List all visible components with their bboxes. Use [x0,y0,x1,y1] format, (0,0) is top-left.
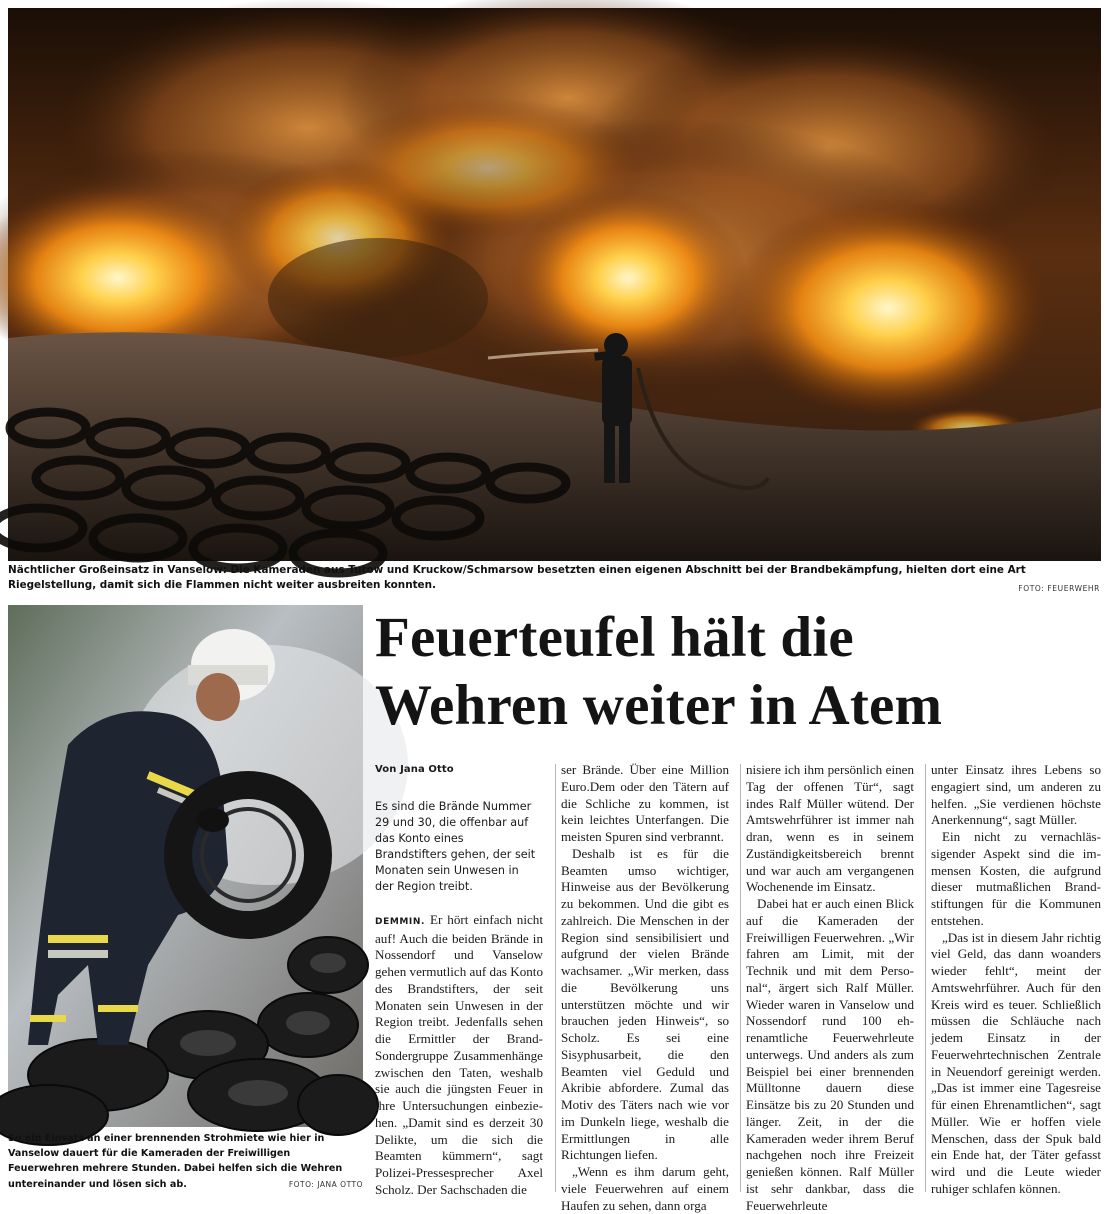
dateline: DEMMIN. [375,916,426,927]
body-paragraph [375,912,543,1199]
article-column-3 [746,762,914,1214]
fire-photo [8,8,1101,561]
article-lead: Es sind die Brände Nummer 29 und 30, die offenbar auf das Konto eines Brandstifters gehen, der seit Monaten sein Unwesen in der Region treibt. [375,799,536,893]
night-fire-scene-image [8,8,1101,561]
body-paragraph: „Wenn es ihm darum geht, viele Feuerwehren auf einem Haufen zu sehen, dann orga [561,1164,729,1213]
left-photo-credit: FOTO: JANA OTTO [288,1180,363,1189]
top-photo-credit: FOTO: FEUERWEHR [1018,584,1100,593]
body-text: Er hört einfach nicht auf! Auch die beiden Brände in Nossendorf und Vanselow gehen vermutlich auf das Konto des Brandstifters, der seit Monaten sein Unwesen in der Region treibt. Jedenfalls sehen die Ermittler der Brand-Sondergruppe Zusammenhänge zwischen den Taten, weshalb sie auch die jüngsten Feuer in ihre Untersuchungen einbeziehen. „Damit sind es derzeit 30 Delikte, um die sich die Beamten kümmern“, sagt Polizei-Pressesprecher Axel Scholz. Der Sachschaden die [375,911,543,1197]
top-photo-caption: Nächtlicher Großeinsatz in Vanselow: Die Kameraden aus Tutow und Kruckow/Schmarsow besetzten einen eigenen Abschnitt bei der Brandbekämpfung, hielten dort eine Art Riegelstellung, damit sich die Flammen nicht weiter ausbreiten konnten. [8,564,1026,591]
body-paragraph: „Das ist in diesem Jahr richtig viel Geld, das dann woanders wieder fehlt“, meint der Amtswehrführer. Auch für den Kreis wird es teuer. Schließlich müssen die Schläuche nach jedem Einsatz in der Feuerwehrtechnischen Zentrale in Neuendorf gereinigt werden. „Das ist immer eine Tagesreise für einen Ehrenamtlichen“, sagt Müller. Wie er hoffen viele Menschen, dass der Spuk bald ein Ende hat, der Täter gefasst wird und die Leute wieder ruhiger schlafen können. [931,929,1101,1196]
byline: Von Jana Otto [375,764,454,775]
body-paragraph: nisiere ich ihm persönlich einen Tag der offenen Tür“, sagt indes Ralf Müller wütend. Der Amtswehrführer ist immer nah dran, wenn es in seinem Zuständigkeitsbereich brennt und war auch am vergangenen Wochenende im Einsatz. [746,762,914,895]
article-column-2 [561,762,729,1214]
firefighter-photo [8,605,363,1127]
article-headline [375,604,1095,740]
column-divider [740,764,741,1192]
article-column-1 [375,762,543,1199]
body-paragraph: Dabei hat er auch einen Blick auf die Kameraden der Freiwilligen Feuerwehren. „Wir fahren am Limit, mit der Technik und mit dem Personal“, ärgert sich Ralf Müller. Wieder waren in Vanselow und Nossendorf rund 100 ehrenamtliche Feuerwehrleute unterwegs. Und anders als zum Beispiel bei einer brennenden Mülltonne dauern diese Einsätze bis zu 20 Stunden und länger. Zeit, in der die Kameraden weder ihrem Beruf nachgehen noch ihre Freizeit genießen können. Ralf Müller ist sehr dankbar, dass die Feuerwehrleute [746,896,914,1213]
body-paragraph: Ein nicht zu vernachlässigender Aspekt sind die immensen Kosten, die aufgrund dieser mutmaßlichen Brandstiftungen für die Kommunen entstehen. [931,829,1101,928]
body-paragraph: Deshalb ist es für die Beamten umso wichtiger, Hinweise aus der Bevölkerung zu bekommen. Und die gibt es zahlreich. Die Menschen in der Region sind sensibilisiert und aufgrund der vielen Brände wachsamer. „Wir merken, dass die Bevölkerung uns unterstützen möchte und wir brauchen jeden Hinweis“, so Scholz. Es sei eine Sisyphusarbeit, die den Beamten viel Geduld und Akribie abfordere. Zumal das Motiv des Täters nach wie vor im Dunkeln liege, weshalb die Ermittlungen in alle Richtungen liefen. [561,845,729,1163]
firefighter-with-tire-image [8,605,363,1127]
headline-line-1: Feuerteufel hält die [375,606,854,669]
body-paragraph: unter Einsatz ihres Lebens so engagiert sind, um anderen zu helfen. „Sie verdienen höchste Anerkennung“, sagt Müller. [931,762,1101,828]
column-divider [925,764,926,1192]
column-divider [555,764,556,1192]
left-photo-caption: So ein Einsatz an einer brennenden Strohmiete wie hier in Vanselow dauert für die Kameraden der Freiwilligen Feuerwehren mehrere Stunden. Dabei helfen sich die Wehren untereinander und lösen sich ab. [8,1133,343,1190]
headline-line-2: Wehren weiter in Atem [375,674,943,737]
article-column-4 [931,762,1101,1198]
body-paragraph: ser Brände. Über eine Million Euro.Dem oder den Tätern auf die Schliche zu kommen, ist kein leichtes Unterfangen. Die meisten Spuren sind verbrannt. [561,762,729,844]
